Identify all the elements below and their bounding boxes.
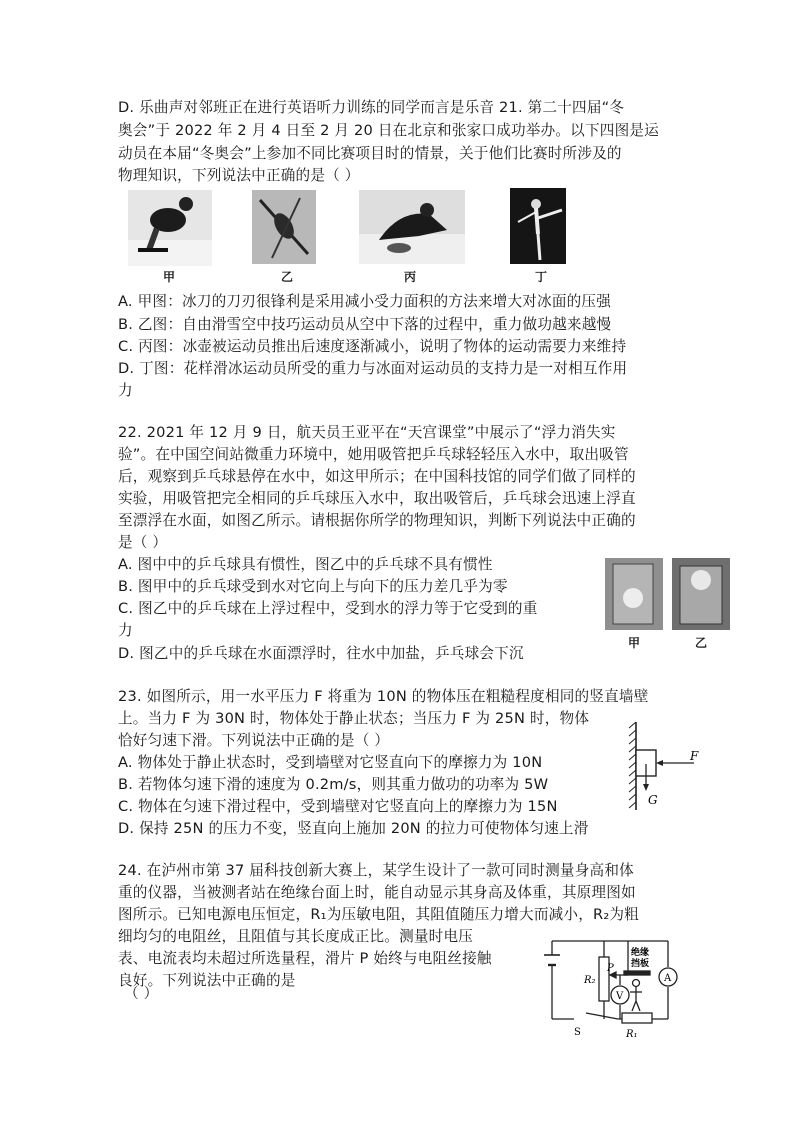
q21-line-4: 物理知识，下列说法中正确的是（ ） [118,167,360,184]
q21-option-a: A. 甲图：冰刀的刀刃很锋利是采用减小受力面积的方法来增大对冰面的压强 [118,293,612,310]
q24-line-1: 24. 在泸州市第 37 届科技创新大赛上，某学生设计了一款可同时测量身高和体 [118,862,634,879]
q21-caption-4: 丁 [535,270,548,284]
aerial-skiing-photo [252,190,316,264]
q21-caption-1: 甲 [163,270,176,284]
voltmeter-label: V [616,991,624,1002]
q23-line-1: 23. 如图所示，用一水平压力 F 将重为 10N 的物体压在粗糙程度相同的竖直墙壁 [118,688,649,705]
q22-option-a: A. 图中中的乒乓球具有惯性，图乙中的乒乓球不具有惯性 [118,556,493,573]
q24-line-5: 表、电流表均未超过所选量程，滑片 P 始终与电阻丝接触 [118,950,492,967]
r2-label: R₂ [584,975,596,986]
ping-pong-space-photo [605,558,663,630]
q24-line-2: 重的仪器，当被测者站在绝缘台面上时，能自动显示其身高及体重，其原理图如 [118,884,636,901]
figure-skating-photo [510,188,566,264]
insulator-label-1: 绝缘 [631,948,650,958]
q24-line-6: 良好。下列说法中正确的是 [118,972,296,989]
force-label: F [690,749,699,763]
q22-option-b: B. 图甲中的乒乓球受到水对它向上与向下的压力差几乎为零 [118,578,508,595]
gravity-label: G [648,793,658,807]
q22-option-c-cont: 力 [118,622,133,639]
q21-line-2: 奥会”于 2022 年 2 月 4 日至 2 月 20 日在北京和张家口成功举办。以下四图是运 [118,122,659,139]
q23-line-3: 恰好匀速下滑。下列说法中正确的是（ ） [118,732,390,749]
q24-line-4: 细均匀的电阻丝，且阻值与其长度成正比。测量时电压 [118,928,474,945]
curling-photo [359,190,465,264]
q22-option-c: C. 图乙中的乒乓球在上浮过程中，受到水的浮力等于它受到的重 [118,600,538,617]
ammeter-label: A [664,973,672,984]
speed-skating-photo [128,190,212,266]
q24-line-3: 图所示。已知电源电压恒定，R₁为压敏电阻，其阻值随压力增大而减小，R₂为粗 [118,906,639,923]
insulator-label-2: 挡板 [631,959,650,969]
q22-caption-1: 甲 [628,636,641,650]
q21-caption-3: 丙 [404,270,417,284]
q22-option-d: D. 图乙中的乒乓球在水面漂浮时，往水中加盐，乒乓球会下沉 [118,645,524,662]
q22-line-2: 验”。在中国空间站微重力环境中，她用吸管把乒乓球轻轻压入水中，取出吸管 [118,446,629,463]
q24-line-7: （ ） [124,985,159,1002]
q23-line-2: 上。当力 F 为 30N 时，物体处于静止状态；当压力 F 为 25N 时，物体 [118,710,590,727]
q21-line-3: 动员在本届“冬奥会”上参加不同比赛项目时的情景，关于他们比赛时所涉及的 [118,145,622,162]
q23-option-b: B. 若物体匀速下滑的速度为 0.2m/s，则其重力做功的功率为 5W [118,776,549,793]
slider-label: P [607,963,614,974]
q23-option-d: D. 保持 25N 的压力不变，竖直向上施加 20N 的拉力可使物体匀速上滑 [118,820,589,837]
q22-caption-2: 乙 [695,636,708,650]
q21-option-d-cont: 力 [118,382,133,399]
q22-line-3: 后，观察到乒乓球悬停在水中，如这甲所示；在中国科技馆的同学们做了同样的 [118,468,636,485]
height-weight-circuit [540,935,690,1043]
switch-label: S [574,1027,581,1038]
q22-line-1: 22. 2021 年 12 月 9 日，航天员王亚平在“天宫课堂”中展示了“浮力消失实 [118,424,616,441]
q21-line-1: D. 乐曲声对邻班正在进行英语听力训练的同学而言是乐音 21. 第二十四届“冬 [118,99,625,116]
q23-option-a: A. 物体处于静止状态时，受到墙壁对它竖直向下的摩擦力为 10N [118,754,543,771]
q21-caption-2: 乙 [281,270,294,284]
q21-option-c: C. 丙图：冰壶被运动员推出后速度逐渐减小，说明了物体的运动需要力来维持 [118,338,627,355]
q21-option-d: D. 丁图：花样滑冰运动员所受的重力与冰面对运动员的支持力是一对相互作用 [118,360,628,377]
q21-option-b: B. 乙图：自由滑雪空中技巧运动员从空中下落的过程中，重力做功越来越慢 [118,316,612,333]
q23-option-c: C. 物体在匀速下滑过程中，受到墙壁对它竖直向上的摩擦力为 15N [118,798,558,815]
q22-line-6: 是（ ） [118,534,168,551]
q22-line-5: 至漂浮在水面，如图乙所示。请根据你所学的物理知识，判断下列说法中正确的 [118,512,636,529]
wall-block-diagram [628,720,712,812]
r1-label: R₁ [626,1029,638,1040]
ping-pong-earth-photo [672,558,730,630]
q22-line-4: 实验，用吸管把完全相同的乒乓球压入水中，取出吸管后，乒乓球会迅速上浮直 [118,490,636,507]
